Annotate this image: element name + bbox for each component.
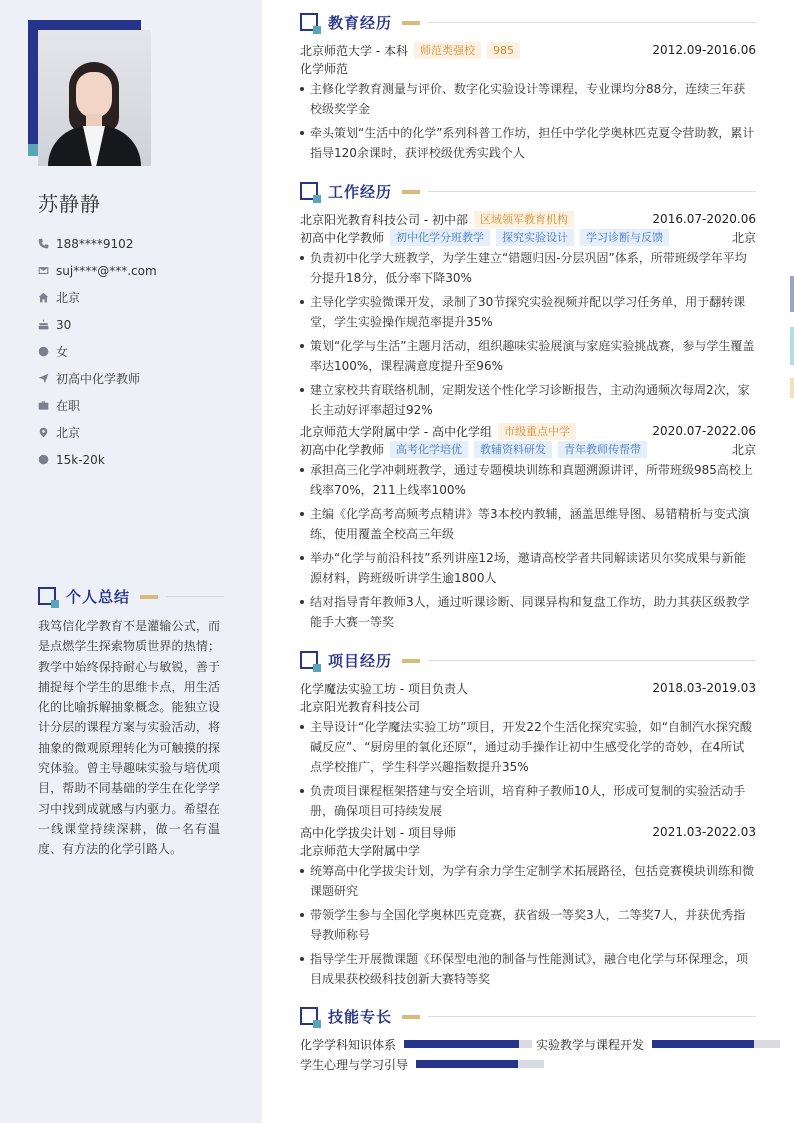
photo-frame-accent — [28, 144, 38, 156]
send-icon — [38, 373, 56, 384]
title-divider — [428, 191, 756, 192]
info-value: 30 — [56, 317, 72, 332]
title-divider — [428, 660, 756, 661]
info-salary — [38, 446, 248, 473]
skill-name: 化学学科知识体系 — [300, 1037, 397, 1052]
bullet-item: 建立家校共育联络机制，定期发送个性化学习诊断报告，主动沟通频次每周2次，家长主动好评率超过92% — [300, 380, 756, 420]
skill-level-fill — [416, 1060, 518, 1068]
project-date: 2018.03-2019.03 — [652, 681, 756, 695]
info-value: 北京 — [56, 426, 81, 440]
personal-info-list — [38, 230, 248, 473]
work-date: 2020.07-2022.06 — [652, 424, 756, 438]
work-bullets — [300, 460, 756, 632]
skill-level-bar — [416, 1060, 544, 1068]
cake-icon — [38, 319, 56, 330]
bullet-item: 带领学生参与全国化学奥林匹克竞赛，获省级一等奖3人，二等奖7人，并获优秀指导教师称号 — [300, 905, 756, 945]
major: 化学师范 — [300, 61, 349, 76]
school-name: 北京师范大学 - 本科 — [300, 43, 408, 58]
edge-mark — [790, 327, 794, 365]
info-value: 女 — [56, 345, 69, 359]
role-tag: 高考化学培优 — [390, 441, 468, 458]
work-city: 北京 — [731, 442, 756, 457]
bullet-item: 主导化学实验微课开发，录制了30节探究实验视频并配以学习任务单，用于翻转课堂，学生实验操作规范率提升35% — [300, 292, 756, 332]
education-entry — [300, 41, 756, 167]
project-bullets — [300, 861, 756, 989]
title-divider — [166, 596, 224, 597]
projects-section-header — [300, 650, 756, 671]
skill-item — [300, 1056, 544, 1073]
skills-title: 技能专长 — [328, 1008, 393, 1026]
briefcase-icon — [38, 400, 56, 411]
education-date: 2012.09-2016.06 — [652, 43, 756, 57]
bullet-item: 统筹高中化学拔尖计划，为学有余力学生定制学术拓展路径，包括竞赛模块训练和微课题研究 — [300, 861, 756, 901]
job-role: 初高中化学教师 — [300, 442, 385, 457]
skill-level-bar — [652, 1040, 780, 1048]
skill-level-bar — [404, 1040, 532, 1048]
profile-photo-frame — [28, 20, 153, 166]
summary-section-header — [38, 586, 224, 607]
info-email — [38, 257, 248, 284]
work-city: 北京 — [731, 230, 756, 245]
bullet-item: 负责初中化学大班教学，为学生建立“错题归因-分层巩固”体系，所带班级学年平均分提升18分，低分率下降30% — [300, 248, 756, 288]
skill-name: 学生心理与学习引导 — [300, 1057, 409, 1072]
project-bullets — [300, 717, 756, 821]
info-value: 初高中化学教师 — [56, 372, 141, 386]
title-dash — [140, 595, 158, 599]
work-entry — [300, 422, 756, 636]
info-location — [38, 419, 248, 446]
education-section-header — [300, 12, 756, 33]
info-job-intention — [38, 365, 248, 392]
title-dash — [402, 21, 420, 25]
skills-section-header — [300, 1006, 756, 1027]
info-status — [38, 392, 248, 419]
work-bullets — [300, 248, 756, 420]
title-divider — [428, 22, 756, 23]
title-dash — [402, 1015, 420, 1019]
company-tag: 市级重点中学 — [498, 423, 576, 440]
skill-level-fill — [404, 1040, 519, 1048]
summary-text: 我笃信化学教育不是灌输公式，而是点燃学生探索物质世界的热情；教学中始终保持耐心与敏锐，善于捕捉每个学生的思维卡点，用生活化的比喻拆解抽象概念。能独立设计分层的课程方案与实验活动，将抽象的微观原理转化为可触摸的探究体验。曾主导趣味实验与培优项目，帮助不同基础的学生在化学学习中找到成就感与内驱力。希望在一线课堂持续深耕，做一名有温度、有方法的化学引路人。 — [38, 619, 220, 857]
home-icon — [38, 292, 56, 303]
bullet-item: 主导设计“化学魔法实验工坊”项目，开发22个生活化探究实验，如“自制汽水探究酸碱反应”、“厨房里的氧化还原”，通过动手操作让初中生感受化学的奇妙，在4所试点学校推广，学生科学兴趣指数提升35% — [300, 717, 756, 777]
bullet-item: 牵头策划“生活中的化学”系列科普工作坊，担任中学化学奥林匹克夏令营助教，累计指导120余课时，获评校级优秀实践个人 — [300, 123, 756, 163]
school-tag: 师范类强校 — [414, 42, 481, 59]
info-gender — [38, 338, 248, 365]
title-divider — [428, 1016, 756, 1017]
salary-icon — [38, 454, 56, 465]
skill-name: 实验教学与课程开发 — [536, 1037, 645, 1052]
bullet-item: 承担高三化学冲刺班教学，通过专题模块训练和真题溯源讲评，所带班级985高校上线率70%，211上线率100% — [300, 460, 756, 500]
role-tag: 探究实验设计 — [496, 229, 574, 246]
info-residence — [38, 284, 248, 311]
project-name: 高中化学拔尖计划 - 项目导师 — [300, 825, 456, 840]
info-value: 188****9102 — [56, 236, 134, 251]
edge-mark — [790, 378, 794, 398]
work-section-header — [300, 181, 756, 202]
bullet-item: 策划“化学与生活”主题月活动，组织趣味实验展演与家庭实验挑战赛，参与学生覆盖率达100%，课程满意度提升至96% — [300, 336, 756, 376]
sidebar — [0, 0, 262, 1123]
bullet-item: 主编《化学高考高频考点精讲》等3本校内教辅，涵盖思维导图、易错精析与变式演练，使用覆盖全校高三年级 — [300, 504, 756, 544]
job-role: 初高中化学教师 — [300, 230, 385, 245]
project-org: 北京阳光教育科技公司 — [300, 699, 421, 714]
work-title: 工作经历 — [328, 183, 393, 201]
info-age — [38, 311, 248, 338]
skills-list — [300, 1035, 790, 1075]
company-name: 北京阳光教育科技公司 - 初中部 — [300, 212, 468, 227]
education-bullets — [300, 79, 756, 163]
work-entry — [300, 210, 756, 424]
project-date: 2021.03-2022.03 — [652, 825, 756, 839]
gender-icon — [38, 346, 56, 357]
role-tag: 学习诊断与反馈 — [580, 229, 669, 246]
section-square-icon — [300, 1007, 319, 1026]
work-date: 2016.07-2020.06 — [652, 212, 756, 226]
section-square-icon — [300, 651, 319, 670]
bullet-item: 主修化学教育测量与评价、数字化实验设计等课程，专业课均分88分，连续三年获校级奖学金 — [300, 79, 756, 119]
info-value: 北京 — [56, 291, 81, 305]
skill-level-fill — [652, 1040, 754, 1048]
email-icon — [38, 265, 56, 276]
bullet-item: 结对指导青年教师3人，通过听课诊断、同课异构和复盘工作坊，助力其获区级教学能手大赛一等奖 — [300, 592, 756, 632]
project-entry — [300, 823, 756, 993]
company-tag: 区域领军教育机构 — [474, 211, 574, 228]
projects-title: 项目经历 — [328, 652, 393, 670]
skill-item — [536, 1036, 780, 1053]
section-square-icon — [300, 13, 319, 32]
title-dash — [402, 659, 420, 663]
role-tag: 初中化学分班教学 — [390, 229, 490, 246]
info-value: 15k-20k — [56, 452, 105, 467]
bullet-item: 指导学生开展微课题《环保型电池的制备与性能测试》，融合电化学与环保理念，项目成果获校级科技创新大赛特等奖 — [300, 949, 756, 989]
location-icon — [38, 427, 56, 438]
project-name: 化学魔法实验工坊 - 项目负责人 — [300, 681, 468, 696]
phone-icon — [38, 238, 56, 249]
info-phone — [38, 230, 248, 257]
edge-mark — [790, 276, 794, 312]
bullet-item: 举办“化学与前沿科技”系列讲座12场，邀请高校学者共同解读诺贝尔奖成果与新能源材料，跨班级听讲学生逾1800人 — [300, 548, 756, 588]
skill-item — [300, 1036, 536, 1053]
title-dash — [402, 190, 420, 194]
project-org: 北京师范大学附属中学 — [300, 843, 421, 858]
project-entry — [300, 679, 756, 825]
candidate-name: 苏静静 — [38, 192, 101, 216]
school-tag: 985 — [487, 42, 520, 59]
company-name: 北京师范大学附属中学 - 高中化学组 — [300, 424, 492, 439]
role-tag: 青年教师传帮带 — [558, 441, 647, 458]
summary-title: 个人总结 — [66, 588, 131, 606]
info-value: suj****@***.com — [56, 263, 157, 278]
section-square-icon — [38, 587, 57, 606]
profile-photo — [38, 30, 151, 166]
section-square-icon — [300, 182, 319, 201]
bullet-item: 负责项目课程框架搭建与安全培训，培育种子教师10人，形成可复制的实验活动手册，确保项目可持续发展 — [300, 781, 756, 821]
role-tag: 教辅资料研发 — [474, 441, 552, 458]
education-title: 教育经历 — [328, 14, 393, 32]
info-value: 在职 — [56, 399, 81, 413]
